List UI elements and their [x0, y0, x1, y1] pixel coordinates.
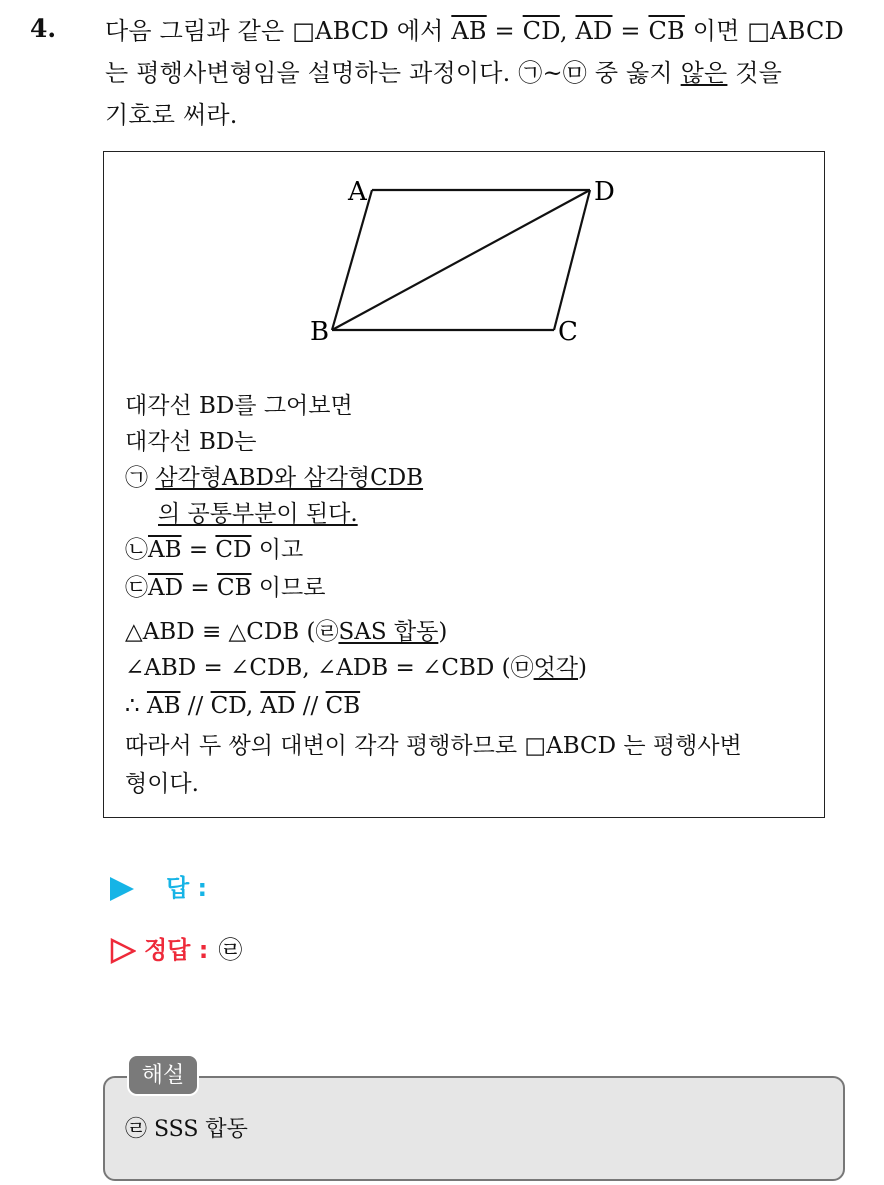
- segment-ad: $\overline{AD}$: [260, 693, 296, 719]
- correct-answer-label: 정답 :: [144, 936, 209, 964]
- parallelogram-figure: [300, 170, 640, 350]
- step-text: 의 공통부분이 된다.: [158, 501, 358, 527]
- segment-ad: $\overline{AD}$: [575, 17, 613, 45]
- explanation-tab: 해설: [127, 1054, 199, 1096]
- step-text: 엇각: [533, 655, 579, 681]
- segment-ad: $\overline{AD}$: [148, 575, 184, 601]
- vertex-label-b: B: [310, 317, 330, 347]
- side-ba: [332, 190, 372, 330]
- parallel-sign: //: [295, 693, 326, 719]
- vertex-label-c: C: [558, 317, 578, 347]
- proof-step-1-cont: [158, 496, 358, 532]
- step-text: △ABD ≡ △CDB (: [125, 619, 316, 645]
- step-mark: ㉣: [315, 619, 339, 645]
- segment-ab: $\overline{AB}$: [146, 693, 181, 719]
- equals-sign: =: [181, 537, 216, 563]
- step-text: 이므로: [251, 575, 326, 601]
- proof-line: 대각선 BD는: [125, 429, 257, 455]
- segment-cd: $\overline{CD}$: [522, 17, 560, 45]
- quad-label: □ABCD: [747, 17, 844, 45]
- play-triangle-icon: [110, 877, 134, 901]
- step-text: 이고: [251, 537, 304, 563]
- equals-sign: =: [183, 575, 217, 601]
- segment-cd: $\overline{CD}$: [215, 537, 252, 563]
- quad-label: □ABCD: [292, 17, 389, 45]
- question-text: 에서: [388, 17, 452, 45]
- proof-conclusion: 따라서 두 쌍의 대변이 각각 평행하므로 □ABCD 는 평행사변: [125, 733, 742, 759]
- proof-conclusion: 형이다.: [125, 771, 199, 797]
- proof-step-4: [125, 614, 447, 650]
- question-text: 다음 그림과 같은: [105, 17, 293, 45]
- proof-step-6: [125, 688, 360, 724]
- parallel-sign: //: [180, 693, 211, 719]
- segment-ab: $\overline{AB}$: [148, 537, 182, 563]
- step-text: SAS 합동: [338, 619, 439, 645]
- outline-triangle-icon: [110, 938, 136, 964]
- segment-cb: $\overline{CB}$: [325, 693, 361, 719]
- proof-step-5: [125, 650, 587, 686]
- explanation-text: ㉣ SSS 합동: [125, 1117, 248, 1142]
- question-text: 는 평행사변형임을 설명하는 과정이다. ㉠~㉤ 중 옳지: [105, 59, 681, 87]
- proof-step-2: [125, 532, 303, 568]
- comma: ,: [559, 17, 576, 45]
- step-text: 삼각형ABD와 삼각형CDB: [155, 465, 424, 491]
- answer-row: [110, 868, 407, 903]
- step-mark: ㉡: [125, 537, 148, 563]
- diagonal-bd: [332, 190, 590, 330]
- step-mark: ㉢: [125, 575, 148, 601]
- question-line-2: [105, 56, 782, 90]
- vertex-label-d: D: [594, 177, 615, 207]
- comma: ,: [245, 693, 261, 719]
- step-text: ): [438, 619, 448, 645]
- answer-label: 답 :: [166, 874, 208, 902]
- correct-answer-row: [110, 930, 242, 965]
- question-line-1: [105, 14, 844, 48]
- equals-sign: =: [486, 17, 523, 45]
- segment-cd: $\overline{CD}$: [210, 693, 246, 719]
- step-text: ∠ABD = ∠CDB, ∠ADB = ∠CBD (: [125, 655, 511, 681]
- question-text: 것을: [727, 59, 783, 87]
- step-mark: ㉠: [125, 465, 156, 491]
- correct-answer-value: ㉣: [218, 936, 243, 964]
- segment-cb: $\overline{CB}$: [216, 575, 252, 601]
- vertex-label-a: A: [348, 177, 367, 207]
- question-line-3: 기호로 써라.: [105, 101, 238, 129]
- equals-sign: =: [612, 17, 649, 45]
- underlined-word: 않은: [680, 59, 728, 87]
- proof-step-3: [125, 570, 325, 606]
- segment-cb: $\overline{CB}$: [648, 17, 685, 45]
- step-text: ): [578, 655, 587, 681]
- segment-ab: $\overline{AB}$: [451, 17, 487, 45]
- proof-line: 대각선 BD를 그어보면: [125, 393, 353, 419]
- question-text: 이면: [684, 17, 748, 45]
- therefore-sign: ∴: [125, 693, 147, 719]
- side-dc: [554, 190, 590, 330]
- step-mark: ㉤: [510, 655, 534, 681]
- proof-step-1: [125, 460, 423, 496]
- question-number: 4.: [30, 14, 57, 43]
